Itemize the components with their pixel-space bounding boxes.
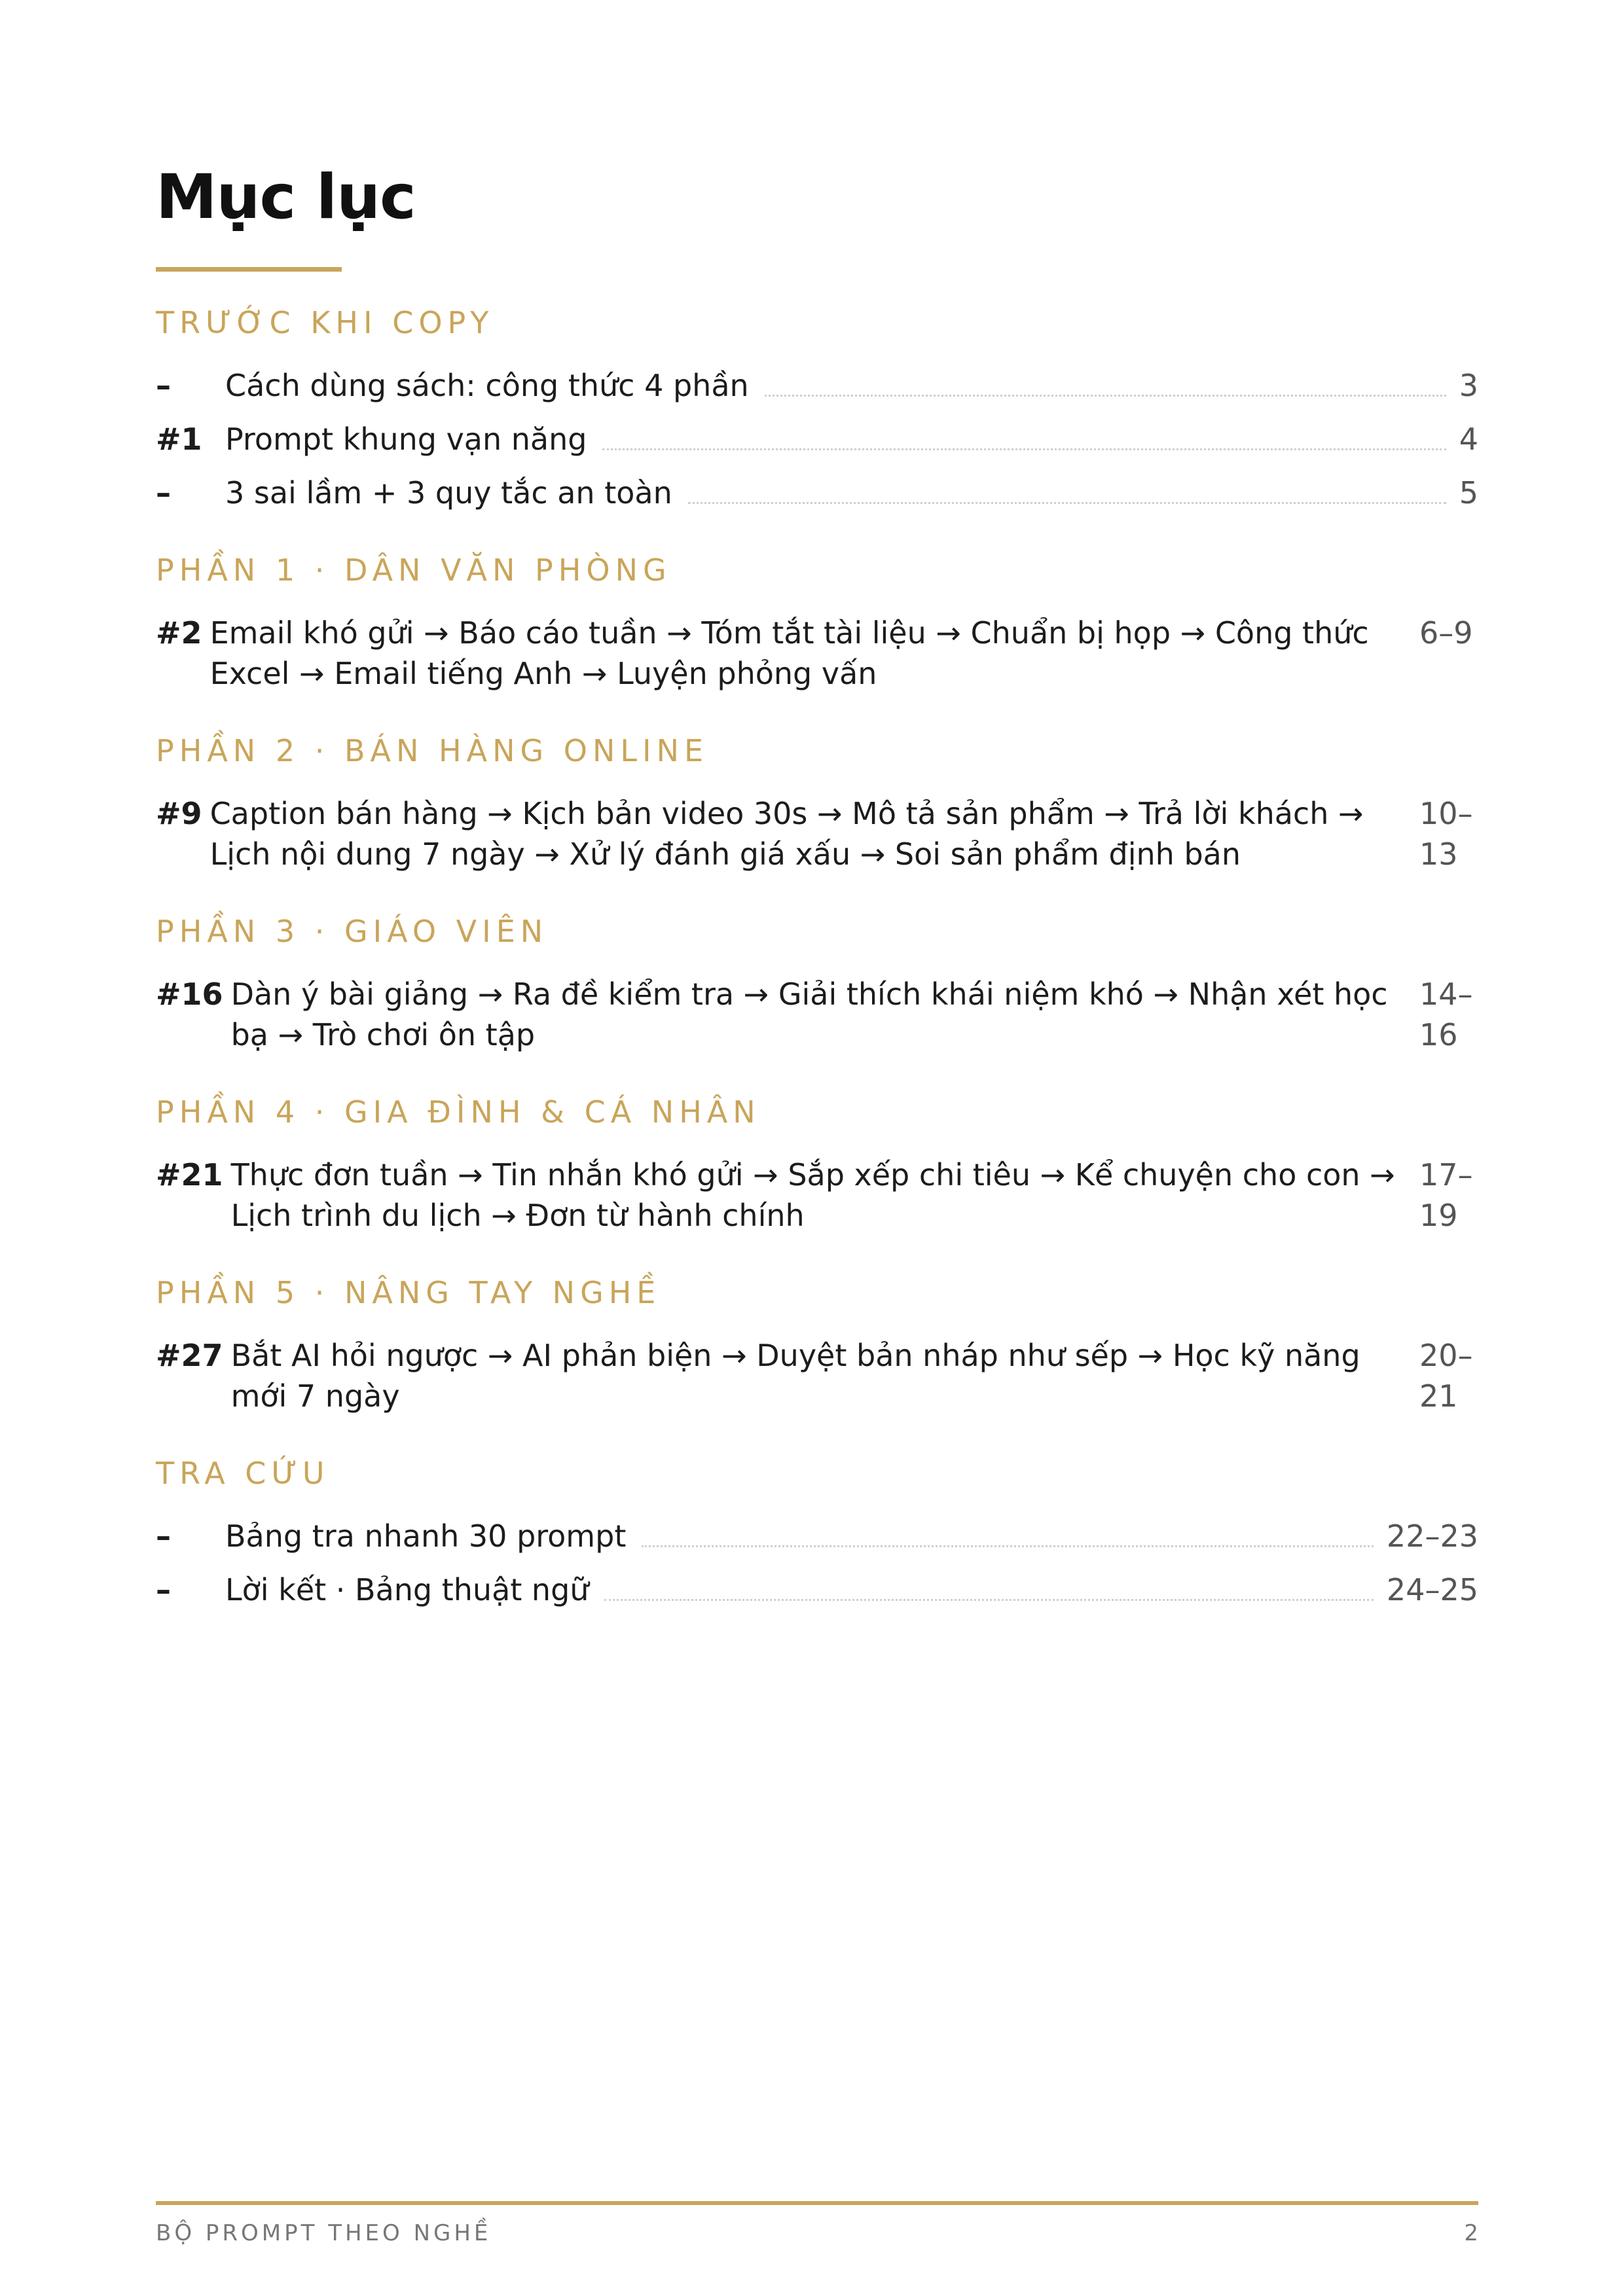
- toc-entry[interactable]: [156, 1155, 1478, 1236]
- entry-label: Lời kết · Bảng thuật ngữ: [225, 1572, 589, 1607]
- section-heading: TRA CỨU: [156, 1456, 330, 1491]
- toc-entry[interactable]: [156, 473, 1478, 513]
- entry-marker: #9: [156, 796, 202, 831]
- toc-entry[interactable]: [156, 613, 1478, 694]
- entry-label: 3 sai lầm + 3 quy tắc an toàn: [225, 475, 672, 511]
- footer-book-title: BỘ PROMPT THEO NGHỀ: [156, 2220, 492, 2246]
- entry-marker: #2: [156, 615, 202, 651]
- table-of-contents: [156, 305, 1478, 1652]
- dot-leader: [765, 395, 1446, 397]
- toc-section: [156, 305, 1478, 513]
- toc-entry[interactable]: [156, 365, 1478, 406]
- toc-entry[interactable]: [156, 1335, 1478, 1416]
- entry-label: Bắt AI hỏi ngược → AI phản biện → Duyệt bản nháp như sếp → Học kỹ năng mới 7 ngày: [230, 1338, 1360, 1414]
- toc-entry[interactable]: [156, 1570, 1478, 1610]
- toc-entry[interactable]: [156, 1516, 1478, 1556]
- toc-section: [156, 1094, 1478, 1236]
- toc-entry[interactable]: [156, 419, 1478, 459]
- toc-section: [156, 733, 1478, 874]
- toc-section: [156, 552, 1478, 694]
- section-heading: PHẦN 4 · GIA ĐÌNH & CÁ NHÂN: [156, 1094, 761, 1130]
- entry-page-number: 14–16: [1419, 977, 1473, 1052]
- entry-label: Dàn ý bài giảng → Ra đề kiểm tra → Giải thích khái niệm khó → Nhận xét học bạ → Trò chơi ôn tập: [230, 977, 1388, 1052]
- title-underline: [156, 267, 342, 272]
- entry-label: Cách dùng sách: công thức 4 phần: [225, 368, 749, 403]
- entry-label: Bảng tra nhanh 30 prompt: [225, 1518, 627, 1554]
- entry-marker: –: [156, 368, 171, 403]
- entry-marker: –: [156, 1518, 171, 1554]
- dot-leader: [642, 1545, 1374, 1547]
- entry-marker: –: [156, 1572, 171, 1607]
- entry-label: Thực đơn tuần → Tin nhắn khó gửi → Sắp xếp chi tiêu → Kể chuyện cho con → Lịch trình du lịch → Đơn từ hành chính: [230, 1157, 1395, 1233]
- footer-page-number: 2: [1464, 2220, 1478, 2246]
- section-heading: PHẦN 2 · BÁN HÀNG ONLINE: [156, 733, 709, 768]
- dot-leader: [688, 502, 1446, 504]
- entry-page-number: 6–9: [1419, 615, 1473, 651]
- entry-label: Email khó gửi → Báo cáo tuần → Tóm tắt tài liệu → Chuẩn bị họp → Công thức Excel → Email tiếng Anh → Luyện phỏng vấn: [210, 615, 1369, 691]
- entry-page-number: 20–21: [1419, 1338, 1473, 1414]
- section-heading: PHẦN 1 · DÂN VĂN PHÒNG: [156, 552, 672, 588]
- section-heading: PHẦN 5 · NÂNG TAY NGHỀ: [156, 1275, 661, 1310]
- toc-entry[interactable]: [156, 974, 1478, 1055]
- entry-page-number: 10–13: [1419, 796, 1473, 872]
- entry-marker: #27: [156, 1338, 223, 1373]
- page-title: Mục lục: [156, 162, 416, 233]
- dot-leader: [604, 1599, 1373, 1601]
- entry-label: Caption bán hàng → Kịch bản video 30s → Mô tả sản phẩm → Trả lời khách → Lịch nội dung 7 ngày → Xử lý đánh giá xấu → Soi sản phẩm định bán: [210, 796, 1364, 872]
- toc-section: [156, 1458, 1478, 1610]
- section-heading: TRƯỚC KHI COPY: [156, 305, 494, 340]
- toc-entry[interactable]: [156, 793, 1478, 874]
- entry-page-number: 5: [1459, 475, 1478, 511]
- toc-section: [156, 916, 1478, 1055]
- entry-marker: #16: [156, 977, 223, 1012]
- footer-rule: [156, 2201, 1478, 2205]
- entry-marker: #1: [156, 422, 202, 457]
- entry-page-number: 22–23: [1386, 1518, 1478, 1554]
- entry-label: Prompt khung vạn năng: [225, 422, 587, 457]
- entry-marker: #21: [156, 1157, 223, 1193]
- entry-page-number: 3: [1459, 368, 1478, 403]
- entry-page-number: 4: [1459, 422, 1478, 457]
- entry-marker: –: [156, 475, 171, 511]
- dot-leader: [602, 448, 1446, 450]
- toc-section: [156, 1275, 1478, 1416]
- entry-page-number: 24–25: [1386, 1572, 1478, 1607]
- section-heading: PHẦN 3 · GIÁO VIÊN: [156, 914, 549, 949]
- entry-page-number: 17–19: [1419, 1157, 1473, 1233]
